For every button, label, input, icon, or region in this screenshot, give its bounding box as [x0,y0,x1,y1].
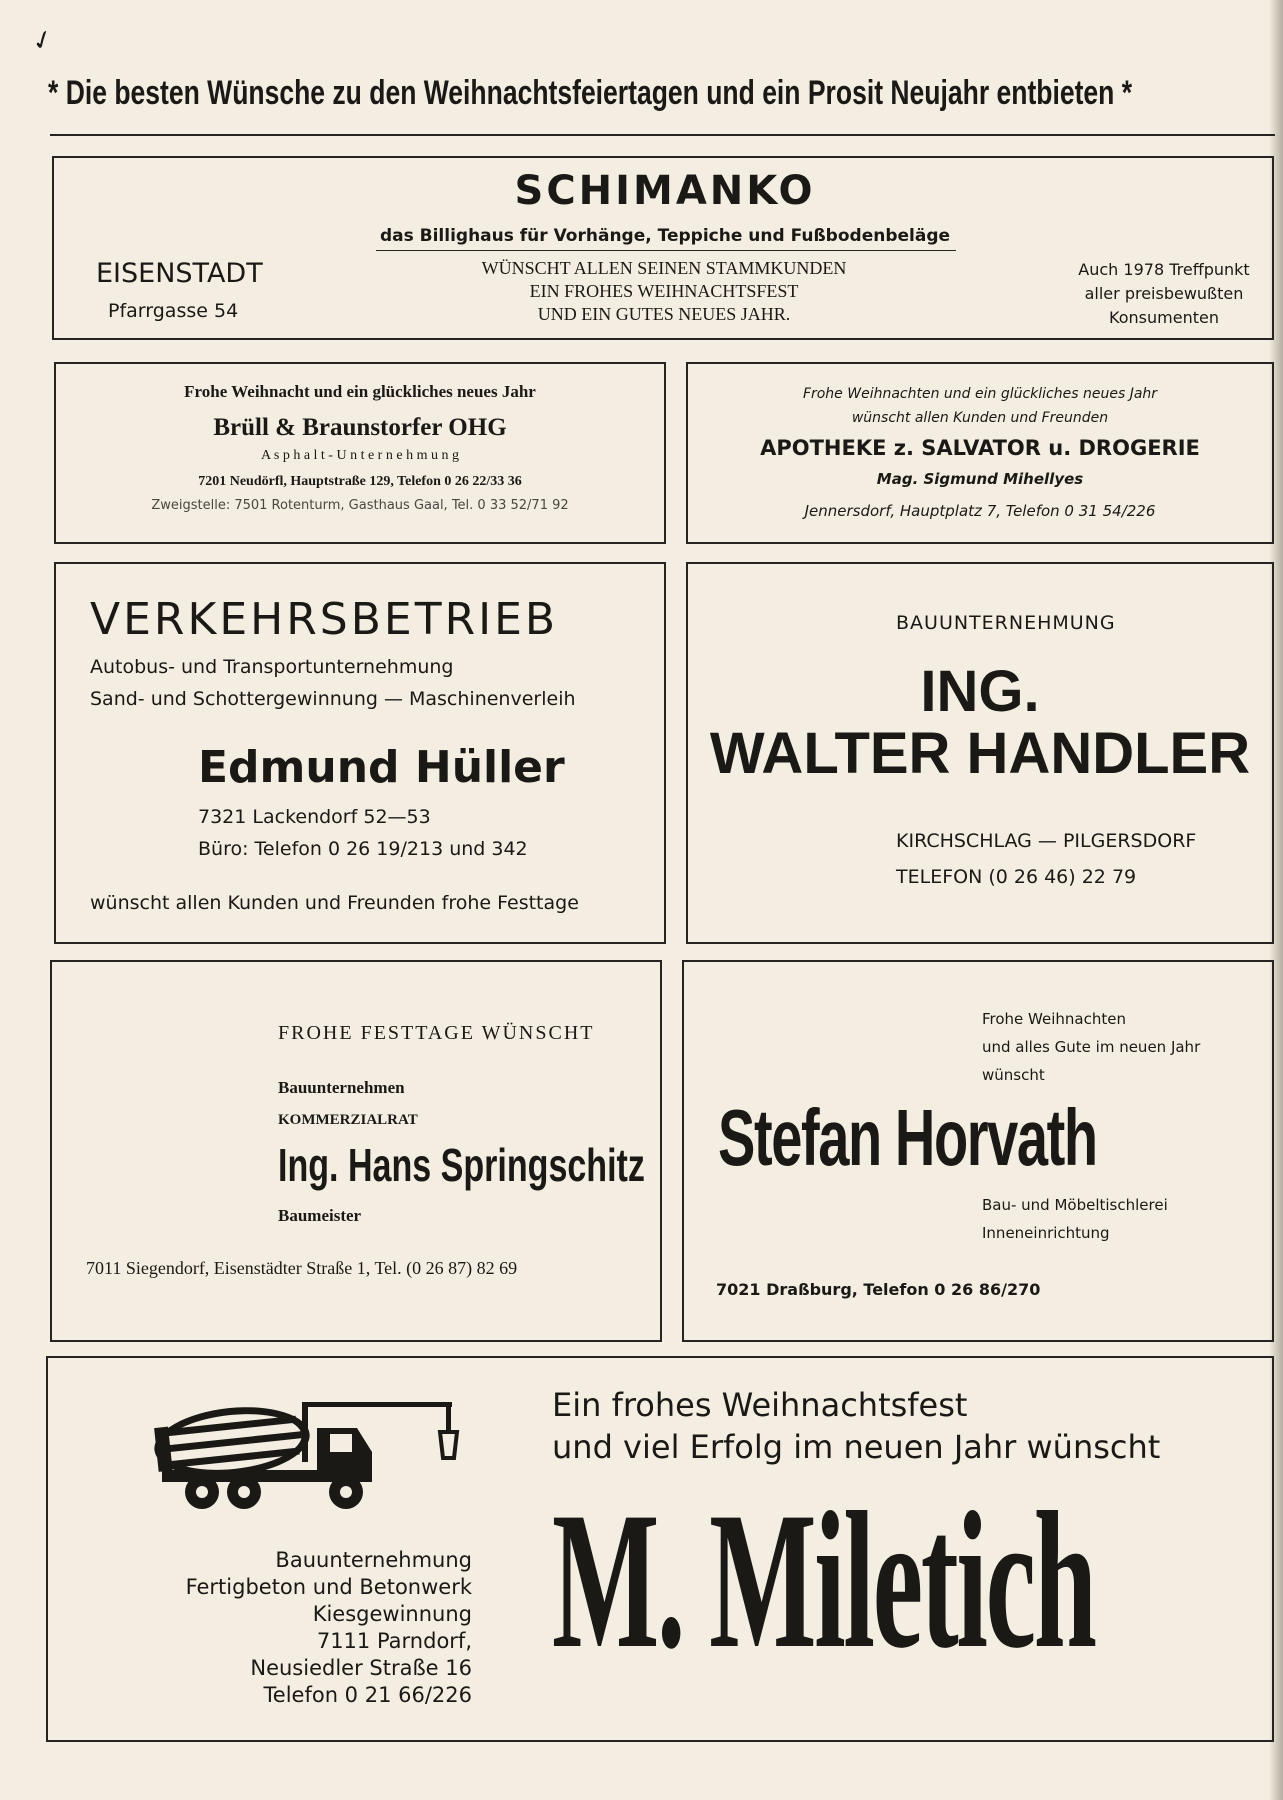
ad-miletich-details-6: Telefon 0 21 66/226 [263,1683,472,1707]
ad-brull-address: 7201 Neudörfl, Hauptstraße 129, Telefon 0 26 22/33 36 [198,474,522,489]
ad-miletich-details-4: 7111 Parndorf, [316,1629,472,1653]
page-edge-shadow [1269,0,1283,1800]
ad-schimanko-tagline: das Billighaus für Vorhänge, Teppiche und Fußbodenbeläge [379,226,951,246]
ad-horvath-wish-3: wünscht [982,1066,1045,1084]
ad-springschitz-name: Ing. Hans Springschitz [278,1139,645,1191]
ad-brull-branch: Zweigstelle: 7501 Rotenturm, Gasthaus Gaal, Tel. 0 33 52/71 92 [151,498,569,513]
corner-mark: ✓ [27,23,59,59]
ad-springschitz-role: Baumeister [278,1206,362,1225]
ad-handler-place: KIRCHSCHLAG — PILGERSDORF [896,830,1197,852]
ad-apotheke-owner: Mag. Sigmund Mihellyes [876,470,1084,488]
ad-horvath-name: Stefan Horvath [718,1093,1097,1182]
ad-miletich-wish-2: und viel Erfolg im neuen Jahr wünscht [552,1428,1161,1466]
ad-springschitz-title: KOMMERZIALRAT [278,1112,418,1128]
ad-springschitz-wish: FROHE FESTTAGE WÜNSCHT [278,1022,595,1044]
ad-schimanko-side-2: aller preisbewußten [1084,284,1244,303]
ad-brull-type: A s p h a l t - U n t e r n e h m u n g [261,448,459,463]
ad-handler-type: BAUUNTERNEHMUNG [896,612,1116,634]
ad-walter-handler [686,562,1274,944]
ad-miletich-name: M. Miletich [552,1472,1095,1689]
ad-miletich [46,1356,1274,1742]
ad-schimanko-tagline-underline [376,250,956,251]
ad-springschitz [50,960,662,1342]
ad-schimanko-wish-2: EIN FROHES WEIHNACHTSFEST [529,281,799,301]
ad-stefan-horvath [682,960,1274,1342]
ad-schimanko-wish-3: UND EIN GUTES NEUES JAHR. [537,304,791,324]
ad-horvath-trade-1: Bau- und Möbeltischlerei [982,1196,1168,1214]
ad-brull-braunstorfer [54,362,666,544]
ad-verkehrsbetrieb [54,562,666,944]
ad-schimanko-name: SCHIMANKO [514,168,816,214]
ad-brull-company: Brüll & Braunstorfer OHG [213,414,507,441]
ad-verkehrsbetrieb-line-2: Sand- und Schottergewinnung — Maschinenverleih [90,688,576,710]
ad-miletich-details-2: Fertigbeton und Betonwerk [185,1575,472,1599]
ad-schimanko [52,156,1274,340]
ad-horvath-wish-2: und alles Gute im neuen Jahr [982,1038,1201,1056]
ad-springschitz-address: 7011 Siegendorf, Eisenstädter Straße 1, Tel. (0 26 87) 82 69 [86,1258,518,1278]
ad-verkehrsbetrieb-line-1: Autobus- und Transportunternehmung [90,656,454,678]
ad-miletich-details-1: Bauunternehmung [275,1548,472,1572]
ad-verkehrsbetrieb-phone: Büro: Telefon 0 26 19/213 und 342 [198,838,528,860]
ad-springschitz-type: Bauunternehmen [278,1078,405,1097]
ad-schimanko-side-1: Auch 1978 Treffpunkt [1078,260,1250,279]
ad-handler-title-1: ING. [920,659,1040,724]
ad-apotheke [686,362,1274,544]
ad-apotheke-name: APOTHEKE z. SALVATOR u. DROGERIE [760,436,1200,460]
ad-verkehrsbetrieb-address: 7321 Lackendorf 52—53 [198,806,431,828]
ad-apotheke-wish-1: Frohe Weihnachten und ein glückliches neues Jahr [802,386,1158,402]
header-rule [50,134,1275,136]
ad-schimanko-street: Pfarrgasse 54 [108,300,239,322]
ad-miletich-details-5: Neusiedler Straße 16 [250,1656,472,1680]
ad-handler-phone: TELEFON (0 26 46) 22 79 [896,866,1137,888]
ad-brull-wish: Frohe Weihnacht und ein glückliches neues Jahr [184,382,536,401]
ad-handler-title-2: WALTER HANDLER [709,721,1251,786]
ad-miletich-wish-1: Ein frohes Weihnachtsfest [552,1386,968,1424]
ad-schimanko-side-3: Konsumenten [1109,308,1219,327]
ad-horvath-wish-1: Frohe Weihnachten [982,1010,1126,1028]
ad-schimanko-city: EISENSTADT [96,258,263,289]
ad-verkehrsbetrieb-name: Edmund Hüller [198,742,565,793]
ad-apotheke-wish-2: wünscht allen Kunden und Freunden [851,410,1109,426]
ad-apotheke-address: Jennersdorf, Hauptplatz 7, Telefon 0 31 54/226 [804,502,1156,520]
ad-verkehrsbetrieb-wish: wünscht allen Kunden und Freunden frohe Festtage [90,892,579,914]
ad-horvath-trade-2: Inneneinrichtung [982,1224,1110,1242]
ad-schimanko-wish-1: WÜNSCHT ALLEN SEINEN STAMMKUNDEN [481,258,847,278]
ad-horvath-address: 7021 Draßburg, Telefon 0 26 86/270 [716,1280,1041,1299]
greeting-banner: * Die besten Wünsche zu den Weihnachtsfeiertagen und ein Prosit Neujahr entbieten * [48,74,1133,112]
concrete-mixer-truck-icon [152,1394,472,1524]
ad-verkehrsbetrieb-title: VERKEHRSBETRIEB [90,594,559,645]
ad-miletich-details-3: Kiesgewinnung [312,1602,472,1626]
